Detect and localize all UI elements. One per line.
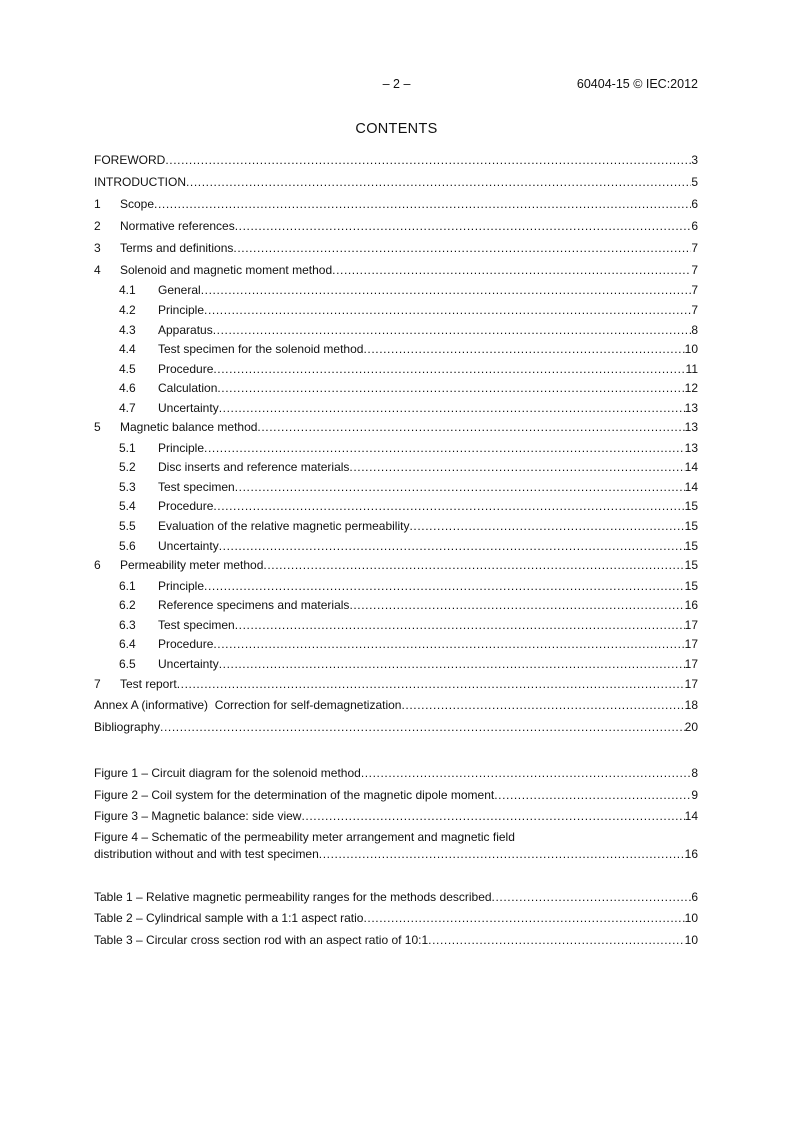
toc-entry-1[interactable]: 1 Scope ..... 6 [94, 196, 698, 212]
figure-entry-3[interactable]: Figure 3 – Magnetic balance: side view ..... 14 [94, 808, 698, 824]
figure-entry-4[interactable]: distribution without and with test specimen ..... 16 [94, 846, 698, 862]
toc-entry-4-2[interactable]: 4.2 Principle ..... 7 [94, 302, 698, 318]
toc-entry-5-4[interactable]: 5.4 Procedure ..... 15 [94, 498, 698, 514]
toc-entry-6-4[interactable]: 6.4 Procedure ..... 17 [94, 636, 698, 652]
toc-entry-bibliography[interactable]: Bibliography ..... 20 [94, 719, 698, 735]
toc-entry-4-5[interactable]: 4.5 Procedure ..... 11 [94, 361, 698, 377]
toc-entry-4-7[interactable]: 4.7 Uncertainty ..... 13 [94, 400, 698, 416]
figure-entry-4-line1: Figure 4 – Schematic of the permeability meter arrangement and magnetic field [94, 830, 515, 844]
toc-entry-4-1[interactable]: 4.1 General ..... 7 [94, 282, 698, 298]
toc-entry-5-2[interactable]: 5.2 Disc inserts and reference materials ..... 14 [94, 459, 698, 475]
toc-entry-5-6[interactable]: 5.6 Uncertainty ..... 15 [94, 538, 698, 554]
toc-entry-2[interactable]: 2 Normative references ..... 6 [94, 218, 698, 234]
figure-entry-1[interactable]: Figure 1 – Circuit diagram for the solenoid method ..... 8 [94, 765, 698, 781]
toc-entry-6-1[interactable]: 6.1 Principle ..... 15 [94, 578, 698, 594]
figure-entry-2[interactable]: Figure 2 – Coil system for the determination of the magnetic dipole moment ..... 9 [94, 787, 698, 803]
document-reference: 60404-15 © IEC:2012 [576, 77, 698, 91]
contents-title: CONTENTS [355, 121, 438, 137]
page-number: – 2 – [382, 77, 411, 91]
toc-entry-5-5[interactable]: 5.5 Evaluation of the relative magnetic permeability ..... 15 [94, 518, 698, 534]
toc-entry-5-3[interactable]: 5.3 Test specimen ..... 14 [94, 479, 698, 495]
toc-entry-4-4[interactable]: 4.4 Test specimen for the solenoid method ..... 10 [94, 341, 698, 357]
toc-entry-6-5[interactable]: 6.5 Uncertainty ..... 17 [94, 656, 698, 672]
toc-entry-annex-a[interactable]: Annex A (informative) Correction for self-demagnetization ..... 18 [94, 697, 698, 713]
toc-entry-introduction[interactable]: INTRODUCTION ..... 5 [94, 174, 698, 190]
toc-entry-4[interactable]: 4 Solenoid and magnetic moment method ..... 7 [94, 262, 698, 278]
toc-entry-6[interactable]: 6 Permeability meter method ..... 15 [94, 557, 698, 573]
toc-entry-5-1[interactable]: 5.1 Principle ..... 13 [94, 440, 698, 456]
toc-entry-6-3[interactable]: 6.3 Test specimen ..... 17 [94, 617, 698, 633]
toc-entry-foreword[interactable]: FOREWORD ..... 3 [94, 152, 698, 168]
toc-entry-6-2[interactable]: 6.2 Reference specimens and materials ..... 16 [94, 597, 698, 613]
toc-entry-4-3[interactable]: 4.3 Apparatus ..... 8 [94, 322, 698, 338]
toc-entry-7[interactable]: 7 Test report ..... 17 [94, 676, 698, 692]
toc-entry-3[interactable]: 3 Terms and definitions ..... 7 [94, 240, 698, 256]
toc-entry-5[interactable]: 5 Magnetic balance method ..... 13 [94, 419, 698, 435]
table-entry-3[interactable]: Table 3 – Circular cross section rod with an aspect ratio of 10:1 ..... 10 [94, 932, 698, 948]
toc-entry-4-6[interactable]: 4.6 Calculation ..... 12 [94, 380, 698, 396]
table-entry-2[interactable]: Table 2 – Cylindrical sample with a 1:1 aspect ratio ..... 10 [94, 910, 698, 926]
table-entry-1[interactable]: Table 1 – Relative magnetic permeability ranges for the methods described ..... 6 [94, 889, 698, 905]
